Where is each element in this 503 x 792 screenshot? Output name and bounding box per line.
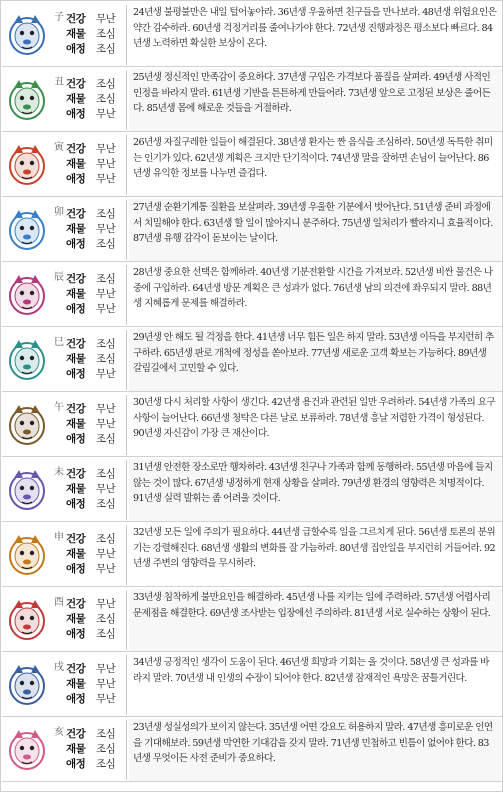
health-value: 무난 <box>96 598 116 610</box>
zodiac-hanja: 亥 <box>54 727 64 738</box>
love-stat <box>66 236 124 251</box>
wealth-value: 조심 <box>96 93 116 105</box>
health-value: 무난 <box>96 143 116 155</box>
health-stat <box>66 531 124 546</box>
column-divider <box>126 135 127 195</box>
love-label: 애정 <box>66 173 86 185</box>
zodiac-row <box>2 522 503 587</box>
zodiac-hanja: 酉 <box>54 597 64 608</box>
zodiac-row <box>2 587 503 652</box>
wealth-value: 무난 <box>96 678 116 690</box>
column-divider <box>126 330 127 390</box>
health-stat <box>66 336 124 351</box>
ox-icon <box>6 76 48 122</box>
health-stat <box>66 76 124 91</box>
fortune-text: 31년생 안전한 장소로만 행차하라. 43년생 친구나 가족과 함께 동행하라. 55년생 마음에 들지 않는 것이 많다. 67년생 냉정하게 현재 상황을 살펴라. 79년생 환경의 영향력은 치명적이다. 91년생 실력 발휘는 좀 어려울 것이다. <box>129 459 501 521</box>
fortune-text: 33년생 침착하게 불만요인을 해결하라. 45년생 나를 지키는 일에 주력하라. 57년생 어렵사리 문제점을 해결한다. 69년생 조사받는 입장에선 주의하라. 81년생 서로 실수하는 상황이 된다. <box>129 589 501 651</box>
zodiac-hanja: 丑 <box>54 77 64 88</box>
love-value: 조심 <box>96 238 116 250</box>
dragon-icon <box>6 271 48 317</box>
love-stat <box>66 106 124 121</box>
zodiac-hanja: 子 <box>54 12 64 23</box>
love-value: 조심 <box>96 758 116 770</box>
wealth-value: 조심 <box>96 613 116 625</box>
love-value: 무난 <box>96 368 116 380</box>
fortune-text: 25년생 정신적인 만족감이 중요하다. 37년생 구입은 가격보다 품질을 살펴라. 49년생 사적인 인정을 바라지 말라. 61년생 기반을 튼튼하게 만들어라. 73년생 앞으로 고정된 보상은 줄어든다. 85년생 몸에 해로운 것들을 거절하라. <box>129 69 501 131</box>
health-label: 건강 <box>66 273 86 285</box>
love-stat <box>66 431 124 446</box>
love-stat <box>66 626 124 641</box>
love-stat <box>66 561 124 576</box>
wealth-value: 무난 <box>96 288 116 300</box>
health-label: 건강 <box>66 728 86 740</box>
love-value: 무난 <box>96 563 116 575</box>
wealth-stat <box>66 156 124 171</box>
fortune-text: 26년생 자질구레한 일들이 해결된다. 38년생 환자는 짠 음식을 조심하라. 50년생 독특한 취미는 인기가 있다. 62년생 계획은 크지만 단기적이다. 74년생 말을 잘하면 손님이 늘어난다. 86년생 유익한 정보를 나누면 즐겁다. <box>133 137 493 179</box>
love-value: 무난 <box>96 108 116 120</box>
health-label: 건강 <box>66 598 86 610</box>
love-stat <box>66 41 124 56</box>
fortune-text: 24년생 불평불만은 내일 털어놓아라. 36년생 우울하면 친구들을 만나보라. 48년생 위험요인은 약간 감수하라. 60년생 걱정거리를 줄여나가야 한다. 72년생 진행과정은 평소보다 빠르다. 84년생 노력하면 확실한 보상이 온다. <box>133 7 497 49</box>
health-label: 건강 <box>66 78 86 90</box>
column-divider <box>126 265 127 325</box>
wealth-stat <box>66 676 124 691</box>
health-value: 조심 <box>96 273 116 285</box>
love-value: 무난 <box>96 173 116 185</box>
wealth-value: 무난 <box>96 158 116 170</box>
zodiac-row <box>2 197 503 262</box>
zodiac-hanja: 未 <box>54 467 64 478</box>
fortune-stats <box>66 141 124 186</box>
monkey-icon <box>6 531 48 577</box>
wealth-value: 조심 <box>96 353 116 365</box>
health-label: 건강 <box>66 338 86 350</box>
zodiac-hanja: 午 <box>54 402 64 413</box>
fortune-stats <box>66 401 124 446</box>
column-divider <box>126 5 127 65</box>
fortune-text: 32년생 모든 일에 주의가 필요하다. 44년생 급할수록 일을 그르치게 된다. 56년생 토론의 분위기는 강렬해진다. 68년생 생활의 변화를 잘 가늠하라. 80년생 집안일을 부지런히 거들어라. 92년생 주변의 영향력을 무시하라. <box>133 527 496 569</box>
health-label: 건강 <box>66 143 86 155</box>
horse-icon <box>6 401 48 447</box>
zodiac-hanja: 辰 <box>54 272 64 283</box>
wealth-stat <box>66 91 124 106</box>
fortune-text: 23년생 성실성의가 보이지 않는다. 35년생 어떤 강요도 허용하지 말라. 47년생 흥미로운 인연을 기대해보라. 59년생 막연한 기대감을 갖지 말라. 71년생 민첩하고 빈틈이 없어야 한다. 83년생 무엇이든 사전 준비가 중요하다. <box>129 719 501 781</box>
fortune-stats <box>66 596 124 641</box>
zodiac-row <box>2 327 503 392</box>
zodiac-row <box>2 717 503 782</box>
love-label: 애정 <box>66 238 86 250</box>
health-stat <box>66 271 124 286</box>
column-divider <box>126 460 127 520</box>
fortune-stats <box>66 76 124 121</box>
zodiac-hanja: 寅 <box>54 142 64 153</box>
love-stat <box>66 171 124 186</box>
wealth-label: 재물 <box>66 483 86 495</box>
health-value: 조심 <box>96 78 116 90</box>
zodiac-row <box>2 457 503 522</box>
love-label: 애정 <box>66 758 86 770</box>
wealth-stat <box>66 611 124 626</box>
column-divider <box>126 525 127 585</box>
wealth-label: 재물 <box>66 548 86 560</box>
fortune-stats <box>66 206 124 251</box>
zodiac-hanja: 申 <box>54 532 64 543</box>
fortune-text: 30년생 다시 처리할 사항이 생긴다. 42년생 용건과 관련된 일만 우려하라. 54년생 가족의 요구사항이 늘어난다. 66년생 청탁은 다른 날로 보류하라. 78년생 흥날 저렴한 가격이 형성된다. 90년생 자신감이 가장 큰 재산이다. <box>133 397 496 439</box>
health-label: 건강 <box>66 403 86 415</box>
wealth-label: 재물 <box>66 93 86 105</box>
fortune-stats <box>66 531 124 576</box>
wealth-value: 조심 <box>96 28 116 40</box>
health-value: 조심 <box>96 533 116 545</box>
love-label: 애정 <box>66 368 86 380</box>
love-label: 애정 <box>66 108 86 120</box>
love-stat <box>66 691 124 706</box>
fortune-stats <box>66 661 124 706</box>
wealth-stat <box>66 416 124 431</box>
column-divider <box>126 720 127 780</box>
snake-icon <box>6 336 48 382</box>
fortune-text: 27년생 순환기계통 질환을 보살펴라. 39년생 우울한 기분에서 벗어난다. 51년생 준비 과정에서 치밀해야 한다. 63년생 할 일이 많아지니 분주하다. 75년생 일처리가 빨라지니 효율적이다. 87년생 유행 감각이 돋보이는 날이다. <box>129 199 501 261</box>
love-value: 무난 <box>96 693 116 705</box>
love-label: 애정 <box>66 693 86 705</box>
health-label: 건강 <box>66 468 86 480</box>
health-value: 조심 <box>96 208 116 220</box>
wealth-value: 조심 <box>96 743 116 755</box>
rat-icon <box>6 11 48 57</box>
fortune-text: 34년생 긍정적인 생각이 도움이 된다. 46년생 희망과 기회는 올 것이다. 58년생 큰 성과를 바라지 말라. 70년생 내 인생의 수장이 되어야 한다. 82년생 잠재적인 욕망은 꿈틀거린다. <box>133 657 489 684</box>
wealth-value: 무난 <box>96 223 116 235</box>
health-value: 무난 <box>96 663 116 675</box>
health-label: 건강 <box>66 208 86 220</box>
love-value: 조심 <box>96 43 116 55</box>
column-divider <box>126 655 127 715</box>
fortune-stats <box>66 726 124 771</box>
love-stat <box>66 756 124 771</box>
love-stat <box>66 301 124 316</box>
health-value: 조심 <box>96 468 116 480</box>
tiger-icon <box>6 141 48 187</box>
love-value: 조심 <box>96 498 116 510</box>
wealth-stat <box>66 546 124 561</box>
love-value: 무난 <box>96 303 116 315</box>
love-stat <box>66 496 124 511</box>
zodiac-hanja: 卯 <box>54 207 64 218</box>
column-divider <box>126 395 127 455</box>
zodiac-row <box>2 67 503 132</box>
love-label: 애정 <box>66 498 86 510</box>
pig-icon <box>6 726 48 772</box>
column-divider <box>126 70 127 130</box>
wealth-label: 재물 <box>66 223 86 235</box>
wealth-label: 재물 <box>66 613 86 625</box>
wealth-value: 무난 <box>96 483 116 495</box>
health-stat <box>66 661 124 676</box>
wealth-label: 재물 <box>66 743 86 755</box>
wealth-stat <box>66 221 124 236</box>
fortune-stats <box>66 466 124 511</box>
love-value: 조심 <box>96 433 116 445</box>
wealth-label: 재물 <box>66 353 86 365</box>
wealth-stat <box>66 351 124 366</box>
zodiac-row <box>2 132 503 197</box>
health-stat <box>66 596 124 611</box>
sheep-icon <box>6 466 48 512</box>
wealth-label: 재물 <box>66 158 86 170</box>
fortune-text: 28년생 중요한 선택은 함께하라. 40년생 기분전환할 시간을 가져보라. 52년생 비싼 물건은 나중에 구입하라. 64년생 방문 계획은 큰 성과가 없다. 76년생 남의 의견에 좌우되지 말라. 88년생 지혜롭게 문제를 해결하라. <box>133 267 493 309</box>
health-stat <box>66 206 124 221</box>
health-stat <box>66 11 124 26</box>
zodiac-row <box>2 652 503 717</box>
fortune-text: 29년생 안 해도 될 걱정을 한다. 41년생 너무 힘든 일은 하지 말라. 53년생 이득을 부지런히 추구하라. 65년생 판로 개척에 정성을 쏟아보라. 77년생 새로운 고객 확보는 가능하다. 89년생 갈림길에서 고민할 수 있다. <box>129 329 501 391</box>
health-value: 무난 <box>96 13 116 25</box>
health-value: 조심 <box>96 728 116 740</box>
love-stat <box>66 366 124 381</box>
wealth-stat <box>66 26 124 41</box>
column-divider <box>126 590 127 650</box>
wealth-label: 재물 <box>66 678 86 690</box>
wealth-stat <box>66 286 124 301</box>
rooster-icon <box>6 596 48 642</box>
wealth-stat <box>66 481 124 496</box>
fortune-stats <box>66 11 124 56</box>
wealth-stat <box>66 741 124 756</box>
zodiac-row <box>2 392 503 457</box>
health-stat <box>66 466 124 481</box>
fortune-stats <box>66 271 124 316</box>
love-label: 애정 <box>66 433 86 445</box>
wealth-value: 무난 <box>96 418 116 430</box>
wealth-label: 재물 <box>66 418 86 430</box>
zodiac-hanja: 戌 <box>54 662 64 673</box>
health-stat <box>66 726 124 741</box>
wealth-label: 재물 <box>66 28 86 40</box>
love-label: 애정 <box>66 303 86 315</box>
love-label: 애정 <box>66 563 86 575</box>
rabbit-icon <box>6 206 48 252</box>
fortune-stats <box>66 336 124 381</box>
zodiac-row <box>2 2 503 67</box>
health-value: 무난 <box>96 403 116 415</box>
health-stat <box>66 141 124 156</box>
wealth-label: 재물 <box>66 288 86 300</box>
love-label: 애정 <box>66 628 86 640</box>
wealth-value: 무난 <box>96 548 116 560</box>
health-label: 건강 <box>66 663 86 675</box>
health-value: 조심 <box>96 338 116 350</box>
zodiac-hanja: 巳 <box>54 337 64 348</box>
health-stat <box>66 401 124 416</box>
love-value: 조심 <box>96 628 116 640</box>
health-label: 건강 <box>66 533 86 545</box>
health-label: 건강 <box>66 13 86 25</box>
dog-icon <box>6 661 48 707</box>
zodiac-row <box>2 262 503 327</box>
column-divider <box>126 200 127 260</box>
love-label: 애정 <box>66 43 86 55</box>
